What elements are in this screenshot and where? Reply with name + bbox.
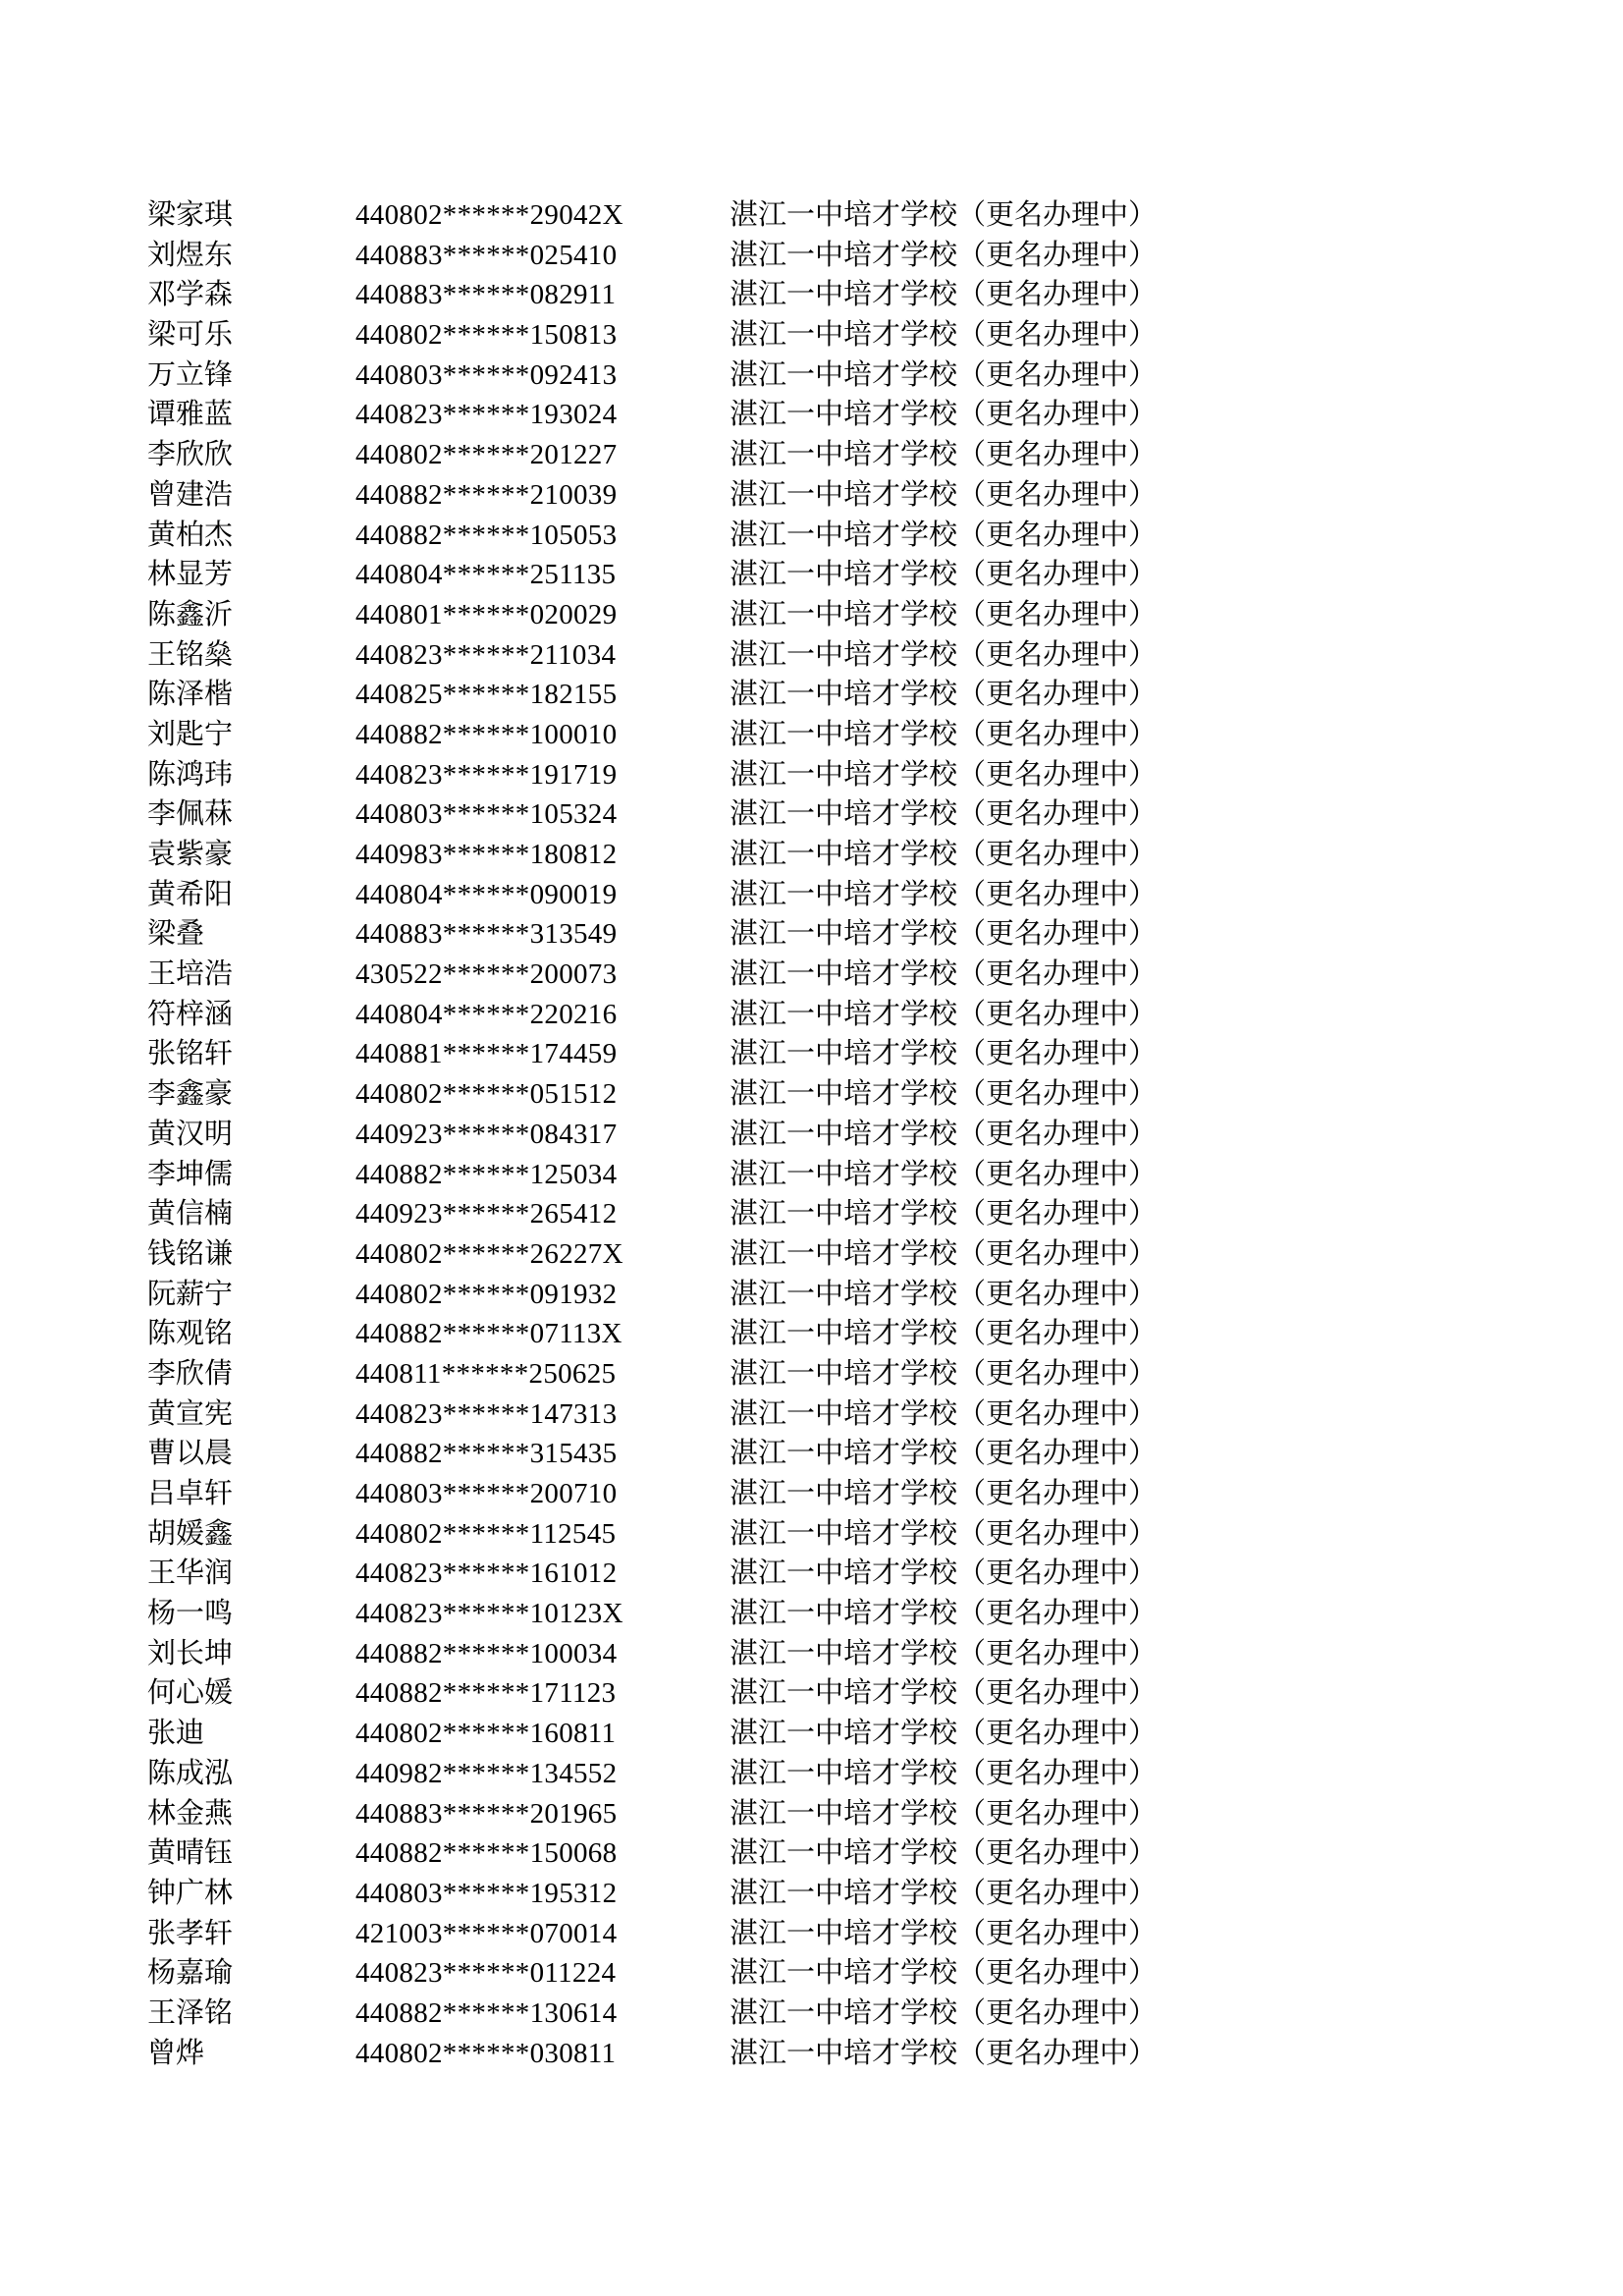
student-id-cell: 440983******180812	[355, 839, 618, 870]
table-row	[147, 1754, 1623, 1794]
student-name-cell: 黄宣宪	[147, 1397, 234, 1430]
table-row	[147, 1234, 1623, 1275]
school-name-cell: 湛江一中培才学校（更名办理中）	[730, 279, 1158, 311]
table-row	[147, 1554, 1623, 1594]
student-id-cell: 440811******250625	[355, 1357, 617, 1390]
student-name-cell: 吕卓轩	[147, 1478, 234, 1509]
student-id-cell: 440823******193024	[355, 399, 618, 431]
school-name-cell: 湛江一中培才学校（更名办理中）	[730, 1637, 1158, 1669]
student-name-cell: 黄信楠	[147, 1198, 234, 1230]
school-name-cell: 湛江一中培才学校（更名办理中）	[730, 1318, 1158, 1350]
school-name-cell: 湛江一中培才学校（更名办理中）	[730, 439, 1158, 471]
student-name-cell: 谭雅蓝	[147, 399, 234, 431]
table-row	[147, 755, 1623, 795]
student-id-cell: 440802******112545	[355, 1517, 617, 1550]
table-row	[147, 1833, 1623, 1874]
school-name-cell: 湛江一中培才学校（更名办理中）	[730, 199, 1158, 231]
school-name-cell: 湛江一中培才学校（更名办理中）	[730, 679, 1158, 711]
school-name-cell: 湛江一中培才学校（更名办理中）	[730, 1957, 1158, 1990]
school-name-cell: 湛江一中培才学校（更名办理中）	[730, 1118, 1158, 1150]
student-name-cell: 陈鸿玮	[147, 758, 234, 791]
table-row	[147, 835, 1623, 875]
table-row	[147, 555, 1623, 595]
student-name-cell: 梁家琪	[147, 199, 234, 231]
student-id-cell: 440882******105053	[355, 519, 618, 551]
school-name-cell: 湛江一中培才学校（更名办理中）	[730, 1237, 1158, 1270]
student-id-cell: 440882******100034	[355, 1637, 618, 1669]
table-row	[147, 315, 1623, 355]
table-row	[147, 435, 1623, 475]
school-name-cell: 湛江一中培才学校（更名办理中）	[730, 319, 1158, 352]
student-id-cell: 440881******174459	[355, 1038, 618, 1070]
student-name-cell: 刘长坤	[147, 1637, 234, 1669]
student-id-cell: 440802******29042X	[355, 199, 623, 231]
school-name-cell: 湛江一中培才学校（更名办理中）	[730, 1837, 1158, 1870]
student-name-cell: 钱铭谦	[147, 1237, 234, 1270]
table-row	[147, 1314, 1623, 1354]
table-row	[147, 1794, 1623, 1834]
table-row	[147, 995, 1623, 1035]
table-row	[147, 1594, 1623, 1634]
school-name-cell: 湛江一中培才学校（更名办理中）	[730, 1797, 1158, 1830]
table-row	[147, 1034, 1623, 1074]
student-id-cell: 440802******26227X	[355, 1237, 623, 1270]
student-name-cell: 万立锋	[147, 358, 234, 391]
student-id-cell: 440923******265412	[355, 1198, 618, 1230]
student-id-cell: 440882******210039	[355, 478, 618, 511]
student-id-cell: 440803******092413	[355, 358, 618, 391]
table-row	[147, 1115, 1623, 1155]
student-name-cell: 阮薪宁	[147, 1278, 234, 1310]
student-id-cell: 440802******150813	[355, 319, 618, 352]
school-name-cell: 湛江一中培才学校（更名办理中）	[730, 638, 1158, 671]
student-id-cell: 440804******090019	[355, 878, 618, 910]
student-id-cell: 440804******220216	[355, 998, 618, 1030]
school-name-cell: 湛江一中培才学校（更名办理中）	[730, 1718, 1158, 1750]
student-name-cell: 钟广林	[147, 1877, 234, 1909]
student-id-cell: 440803******200710	[355, 1478, 618, 1509]
student-name-cell: 陈观铭	[147, 1318, 234, 1350]
table-row	[147, 635, 1623, 676]
student-name-cell: 杨嘉瑜	[147, 1957, 234, 1990]
table-row	[147, 675, 1623, 715]
student-id-cell: 440882******171123	[355, 1677, 617, 1710]
student-name-cell: 胡媛鑫	[147, 1517, 234, 1550]
school-name-cell: 湛江一中培才学校（更名办理中）	[730, 1478, 1158, 1509]
table-row	[147, 1914, 1623, 1954]
table-row	[147, 914, 1623, 955]
student-id-cell: 440883******313549	[355, 918, 618, 951]
school-name-cell: 湛江一中培才学校（更名办理中）	[730, 1517, 1158, 1550]
student-name-cell: 曾建浩	[147, 478, 234, 511]
student-name-cell: 黄柏杰	[147, 519, 234, 551]
school-name-cell: 湛江一中培才学校（更名办理中）	[730, 1598, 1158, 1630]
student-name-cell: 何心媛	[147, 1677, 234, 1710]
school-name-cell: 湛江一中培才学校（更名办理中）	[730, 1996, 1158, 2029]
student-name-cell: 杨一鸣	[147, 1598, 234, 1630]
student-name-cell: 刘煜东	[147, 239, 234, 271]
student-name-cell: 李欣欣	[147, 439, 234, 471]
table-row	[147, 1074, 1623, 1115]
student-name-cell: 张铭轩	[147, 1038, 234, 1070]
table-row	[147, 875, 1623, 915]
table-row	[147, 395, 1623, 435]
student-name-cell: 符梓涵	[147, 998, 234, 1030]
school-name-cell: 湛江一中培才学校（更名办理中）	[730, 1397, 1158, 1430]
table-row	[147, 1275, 1623, 1315]
student-id-cell: 440823******211034	[355, 638, 617, 671]
table-row	[147, 1953, 1623, 1994]
school-name-cell: 湛江一中培才学校（更名办理中）	[730, 798, 1158, 831]
student-id-cell: 440883******025410	[355, 239, 618, 271]
student-id-cell: 440802******091932	[355, 1278, 618, 1310]
student-id-cell: 430522******200073	[355, 958, 618, 991]
school-name-cell: 湛江一中培才学校（更名办理中）	[730, 718, 1158, 750]
student-name-cell: 邓学森	[147, 279, 234, 311]
student-id-cell: 440823******10123X	[355, 1598, 623, 1630]
table-row	[147, 275, 1623, 315]
school-name-cell: 湛江一中培才学校（更名办理中）	[730, 1877, 1158, 1909]
student-name-cell: 梁叠	[147, 918, 205, 951]
student-name-cell: 王培浩	[147, 958, 234, 991]
table-row	[147, 1194, 1623, 1234]
student-name-cell: 陈成泓	[147, 1757, 234, 1789]
table-row	[147, 355, 1623, 396]
school-name-cell: 湛江一中培才学校（更名办理中）	[730, 1357, 1158, 1390]
table-row	[147, 1994, 1623, 2034]
student-id-cell: 440882******100010	[355, 718, 618, 750]
school-name-cell: 湛江一中培才学校（更名办理中）	[730, 559, 1158, 591]
table-row	[147, 1874, 1623, 1914]
student-name-cell: 王泽铭	[147, 1996, 234, 2029]
student-name-cell: 曾烨	[147, 2037, 205, 2069]
table-row	[147, 1354, 1623, 1394]
table-row	[147, 2034, 1623, 2074]
student-id-cell: 440825******182155	[355, 679, 618, 711]
school-name-cell: 湛江一中培才学校（更名办理中）	[730, 358, 1158, 391]
student-id-cell: 440823******161012	[355, 1558, 618, 1590]
student-name-cell: 林显芳	[147, 559, 234, 591]
school-name-cell: 湛江一中培才学校（更名办理中）	[730, 918, 1158, 951]
school-name-cell: 湛江一中培才学校（更名办理中）	[730, 399, 1158, 431]
student-name-cell: 李欣倩	[147, 1357, 234, 1390]
table-row	[147, 1673, 1623, 1714]
student-id-cell: 440802******051512	[355, 1078, 618, 1111]
student-id-cell: 440883******201965	[355, 1797, 618, 1830]
student-id-cell: 440823******011224	[355, 1957, 617, 1990]
student-id-cell: 440802******030811	[355, 2037, 617, 2069]
student-id-cell: 440823******191719	[355, 758, 618, 791]
school-name-cell: 湛江一中培才学校（更名办理中）	[730, 1078, 1158, 1111]
student-id-cell: 440803******105324	[355, 798, 618, 831]
student-id-cell: 440883******082911	[355, 279, 617, 311]
student-name-cell: 黄汉明	[147, 1118, 234, 1150]
student-name-cell: 陈泽楷	[147, 679, 234, 711]
student-name-cell: 梁可乐	[147, 319, 234, 352]
student-id-cell: 440882******07113X	[355, 1318, 622, 1350]
table-row	[147, 195, 1623, 236]
school-name-cell: 湛江一中培才学校（更名办理中）	[730, 478, 1158, 511]
school-name-cell: 湛江一中培才学校（更名办理中）	[730, 1158, 1158, 1190]
school-name-cell: 湛江一中培才学校（更名办理中）	[730, 878, 1158, 910]
student-name-cell: 李坤儒	[147, 1158, 234, 1190]
student-name-cell: 李鑫豪	[147, 1078, 234, 1111]
school-name-cell: 湛江一中培才学校（更名办理中）	[730, 1438, 1158, 1470]
student-id-cell: 440804******251135	[355, 559, 617, 591]
school-name-cell: 湛江一中培才学校（更名办理中）	[730, 839, 1158, 870]
table-row	[147, 595, 1623, 635]
school-name-cell: 湛江一中培才学校（更名办理中）	[730, 998, 1158, 1030]
table-row	[147, 794, 1623, 835]
student-name-cell: 林金燕	[147, 1797, 234, 1830]
student-id-cell: 421003******070014	[355, 1917, 618, 1949]
table-row	[147, 1394, 1623, 1435]
school-name-cell: 湛江一中培才学校（更名办理中）	[730, 958, 1158, 991]
student-name-cell: 李佩菻	[147, 798, 234, 831]
table-row	[147, 475, 1623, 516]
table-row	[147, 1155, 1623, 1195]
school-name-cell: 湛江一中培才学校（更名办理中）	[730, 1038, 1158, 1070]
student-id-cell: 440882******150068	[355, 1837, 618, 1870]
table-row	[147, 955, 1623, 995]
school-name-cell: 湛江一中培才学校（更名办理中）	[730, 758, 1158, 791]
table-row	[147, 1634, 1623, 1674]
school-name-cell: 湛江一中培才学校（更名办理中）	[730, 519, 1158, 551]
student-name-cell: 曹以晨	[147, 1438, 234, 1470]
student-name-cell: 王华润	[147, 1558, 234, 1590]
school-name-cell: 湛江一中培才学校（更名办理中）	[730, 1198, 1158, 1230]
student-id-cell: 440882******125034	[355, 1158, 618, 1190]
table-row	[147, 236, 1623, 276]
school-name-cell: 湛江一中培才学校（更名办理中）	[730, 1278, 1158, 1310]
student-name-cell: 黄希阳	[147, 878, 234, 910]
student-id-cell: 440802******160811	[355, 1718, 617, 1750]
table-row	[147, 1714, 1623, 1754]
school-name-cell: 湛江一中培才学校（更名办理中）	[730, 598, 1158, 630]
table-row	[147, 1474, 1623, 1514]
school-name-cell: 湛江一中培才学校（更名办理中）	[730, 239, 1158, 271]
table-row	[147, 715, 1623, 755]
student-name-cell: 刘匙宁	[147, 718, 234, 750]
school-name-cell: 湛江一中培才学校（更名办理中）	[730, 1677, 1158, 1710]
student-id-cell: 440882******315435	[355, 1438, 618, 1470]
student-id-cell: 440803******195312	[355, 1877, 618, 1909]
table-row	[147, 1434, 1623, 1474]
student-name-cell: 陈鑫沂	[147, 598, 234, 630]
student-id-cell: 440882******130614	[355, 1996, 618, 2029]
student-id-cell: 440923******084317	[355, 1118, 618, 1150]
school-name-cell: 湛江一中培才学校（更名办理中）	[730, 1917, 1158, 1949]
student-id-cell: 440982******134552	[355, 1757, 618, 1789]
student-id-cell: 440802******201227	[355, 439, 618, 471]
school-name-cell: 湛江一中培才学校（更名办理中）	[730, 1757, 1158, 1789]
school-name-cell: 湛江一中培才学校（更名办理中）	[730, 2037, 1158, 2069]
student-list	[147, 195, 1623, 2073]
student-name-cell: 张孝轩	[147, 1917, 234, 1949]
student-id-cell: 440823******147313	[355, 1397, 618, 1430]
student-name-cell: 张迪	[147, 1718, 205, 1750]
student-id-cell: 440801******020029	[355, 598, 618, 630]
student-name-cell: 黄晴钰	[147, 1837, 234, 1870]
student-name-cell: 王铭燊	[147, 638, 234, 671]
table-row	[147, 1514, 1623, 1555]
student-name-cell: 袁紫豪	[147, 839, 234, 870]
table-row	[147, 516, 1623, 556]
school-name-cell: 湛江一中培才学校（更名办理中）	[730, 1558, 1158, 1590]
